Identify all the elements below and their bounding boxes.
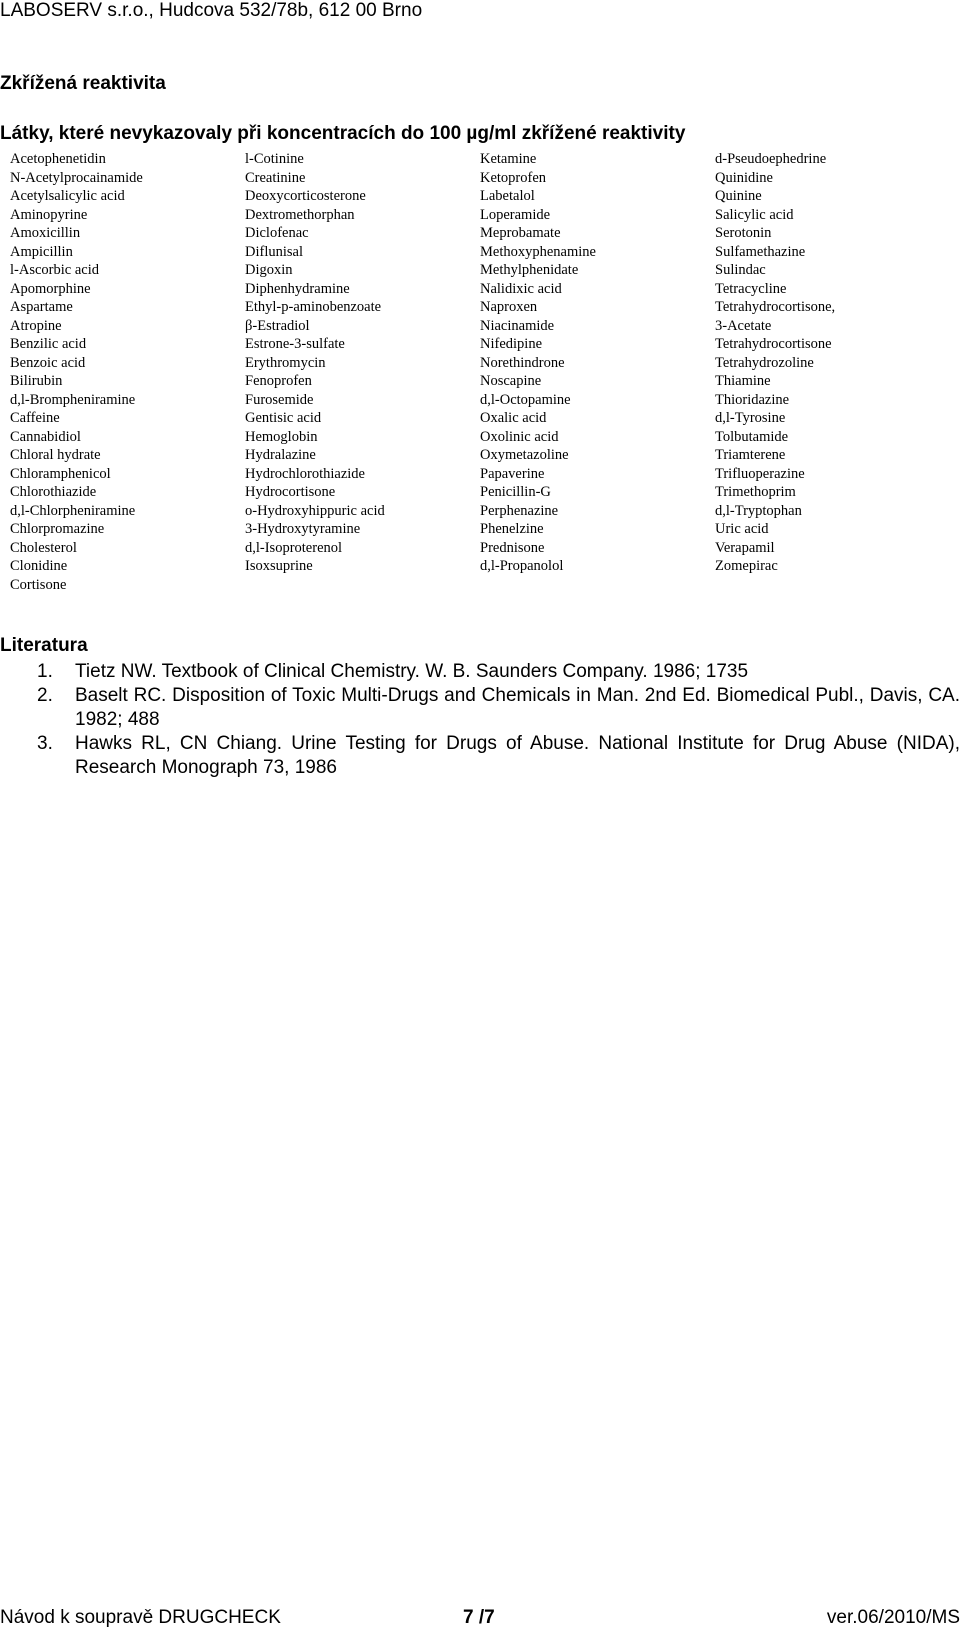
reference-text: Tietz NW. Textbook of Clinical Chemistry. W. B. Saunders Company. 1986; 1735 bbox=[75, 661, 749, 682]
section-title: Zkřížená reaktivita bbox=[0, 73, 166, 94]
substance-name: 3-Hydroxytyramine bbox=[245, 521, 361, 537]
footer-version: ver.06/2010/MS bbox=[826, 1607, 960, 1628]
substance-name: Trifluoperazine bbox=[715, 465, 805, 482]
substance-name: Niacinamide bbox=[480, 317, 555, 334]
substance-name: Meprobamate bbox=[480, 225, 561, 241]
substance-name: Gentisic acid bbox=[245, 410, 322, 426]
substance-name: Sulindac bbox=[715, 262, 766, 278]
substance-name: Acetylsalicylic acid bbox=[10, 188, 125, 204]
substance-name: Methoxyphenamine bbox=[480, 243, 596, 260]
substance-name: Oxalic acid bbox=[480, 410, 547, 426]
substance-name: Atropine bbox=[10, 317, 62, 334]
substance-name: d,l-Tryptophan bbox=[715, 502, 802, 519]
substance-name: 3-Acetate bbox=[715, 317, 772, 334]
substance-name: Ampicillin bbox=[10, 243, 73, 260]
literature-heading: Literatura bbox=[0, 635, 88, 656]
substance-name: l-Cotinine bbox=[245, 151, 304, 167]
substance-name: Cholesterol bbox=[10, 539, 77, 556]
substance-name: Creatinine bbox=[245, 169, 306, 186]
substance-column-1 bbox=[10, 150, 143, 594]
reference-item bbox=[0, 660, 960, 684]
substance-name: d,l-Isoproterenol bbox=[245, 539, 343, 556]
substance-name: Fenoprofen bbox=[245, 373, 312, 389]
substance-name: Chlorpromazine bbox=[10, 521, 105, 537]
substance-name: Erythromycin bbox=[245, 354, 326, 371]
substance-name: Uric acid bbox=[715, 521, 769, 537]
substance-name: Chloral hydrate bbox=[10, 447, 101, 463]
substance-name: Furosemide bbox=[245, 391, 314, 408]
substance-name: Benzoic acid bbox=[10, 354, 86, 371]
substance-name: β-Estradiol bbox=[245, 317, 310, 334]
substance-name: Amoxicillin bbox=[10, 225, 81, 241]
substance-name: Estrone-3-sulfate bbox=[245, 336, 345, 352]
substance-name: d,l-Octopamine bbox=[480, 391, 571, 408]
substance-name: d,l-Brompheniramine bbox=[10, 391, 136, 408]
substance-name: Phenelzine bbox=[480, 521, 544, 537]
substance-name: Papaverine bbox=[480, 465, 545, 482]
substance-name: Tetrahydrocortisone bbox=[715, 336, 832, 352]
substance-name: Ketamine bbox=[480, 151, 537, 167]
substance-name: Chlorothiazide bbox=[10, 484, 97, 500]
substance-name: Oxolinic acid bbox=[480, 428, 559, 445]
substance-column-4 bbox=[715, 150, 835, 576]
substance-name: Apomorphine bbox=[10, 280, 91, 297]
substance-name: Salicylic acid bbox=[715, 206, 794, 223]
substance-name: Verapamil bbox=[715, 539, 775, 556]
substance-name: Diclofenac bbox=[245, 225, 309, 241]
substance-name: Aspartame bbox=[10, 299, 73, 315]
substance-name: Thiamine bbox=[715, 373, 771, 389]
substance-name: Tetracycline bbox=[715, 280, 787, 297]
substance-name: Bilirubin bbox=[10, 373, 63, 389]
substance-name: Sulfamethazine bbox=[715, 243, 806, 260]
substance-name: Oxymetazoline bbox=[480, 447, 569, 463]
reference-number: 3. bbox=[37, 733, 53, 754]
page-footer bbox=[0, 1607, 960, 1633]
substance-name: Diphenhydramine bbox=[245, 280, 350, 297]
substance-name: Caffeine bbox=[10, 410, 60, 426]
substance-name: Methylphenidate bbox=[480, 262, 579, 278]
substance-name: Acetophenetidin bbox=[10, 151, 106, 167]
substance-name: Perphenazine bbox=[480, 502, 559, 519]
substance-name: Tetrahydrocortisone, bbox=[715, 299, 836, 315]
substance-name: Quinidine bbox=[715, 169, 773, 186]
substance-name: Digoxin bbox=[245, 262, 293, 278]
substance-name: Benzilic acid bbox=[10, 336, 87, 352]
substance-name: Triamterene bbox=[715, 447, 786, 463]
substance-name: Deoxycorticosterone bbox=[245, 188, 366, 204]
reference-text: Hawks RL, CN Chiang. Urine Testing for Drugs of Abuse. National Institute for Drug Abuse (NIDA), Research Monograph 73, 1986 bbox=[75, 733, 960, 778]
reference-text: Baselt RC. Disposition of Toxic Multi-Drugs and Chemicals in Man. 2nd Ed. Biomedical Publ., Davis, CA. 1982; 488 bbox=[75, 685, 960, 730]
substance-name: Aminopyrine bbox=[10, 206, 88, 223]
substance-name: Ketoprofen bbox=[480, 169, 547, 186]
substance-name: Clonidine bbox=[10, 558, 68, 574]
substance-name: Trimethoprim bbox=[715, 484, 796, 500]
substance-name: Penicillin-G bbox=[480, 484, 551, 500]
reference-number: 1. bbox=[37, 661, 53, 682]
substance-name: Chloramphenicol bbox=[10, 465, 111, 482]
substance-name: Zomepirac bbox=[715, 558, 778, 574]
substance-name: Ethyl-p-aminobenzoate bbox=[245, 299, 382, 315]
substance-name: Nalidixic acid bbox=[480, 280, 562, 297]
substance-name: Diflunisal bbox=[245, 243, 303, 260]
reference-number: 2. bbox=[37, 685, 53, 706]
substance-name: Thioridazine bbox=[715, 391, 790, 408]
substance-name: Naproxen bbox=[480, 299, 538, 315]
substance-name: Tolbutamide bbox=[715, 428, 789, 445]
substance-name: d,l-Tyrosine bbox=[715, 410, 786, 426]
substance-name: o-Hydroxyhippuric acid bbox=[245, 502, 385, 519]
substance-name: Prednisone bbox=[480, 539, 545, 556]
substance-name: d,l-Chlorpheniramine bbox=[10, 502, 136, 519]
substance-name: Cannabidiol bbox=[10, 428, 81, 445]
substance-column-3 bbox=[480, 150, 596, 576]
substance-name: Hydralazine bbox=[245, 447, 316, 463]
substance-name: N-Acetylprocainamide bbox=[10, 169, 143, 186]
reference-list bbox=[0, 660, 960, 780]
substance-name: Nifedipine bbox=[480, 336, 543, 352]
substance-name: d-Pseudoephedrine bbox=[715, 151, 827, 167]
substance-name: Dextromethorphan bbox=[245, 206, 355, 223]
substance-name: Hydrochlorothiazide bbox=[245, 465, 365, 482]
substance-name: Loperamide bbox=[480, 206, 551, 223]
substance-name: Hemoglobin bbox=[245, 428, 318, 445]
footer-product: Návod k soupravě DRUGCHECK bbox=[0, 1607, 281, 1628]
substance-name: d,l-Propanolol bbox=[480, 558, 564, 574]
substance-name: l-Ascorbic acid bbox=[10, 262, 99, 278]
substance-name: Tetrahydrozoline bbox=[715, 354, 814, 371]
footer-page-number: 7 /7 bbox=[463, 1607, 495, 1628]
section-subtitle: Látky, které nevykazovaly při koncentracích do 100 µg/ml zkřížené reaktivity bbox=[0, 123, 686, 144]
substance-name: Labetalol bbox=[480, 188, 535, 204]
substance-name: Noscapine bbox=[480, 373, 542, 389]
company-header: LABOSERV s.r.o., Hudcova 532/78b, 612 00 Brno bbox=[0, 0, 423, 21]
reference-item bbox=[0, 684, 960, 732]
substance-name: Cortisone bbox=[10, 576, 67, 593]
substance-name: Quinine bbox=[715, 188, 762, 204]
substance-column-2 bbox=[245, 150, 385, 576]
substance-name: Hydrocortisone bbox=[245, 484, 336, 500]
substance-name: Serotonin bbox=[715, 225, 772, 241]
substance-name: Isoxsuprine bbox=[245, 558, 313, 574]
substance-name: Norethindrone bbox=[480, 354, 565, 371]
reference-item bbox=[0, 732, 960, 780]
